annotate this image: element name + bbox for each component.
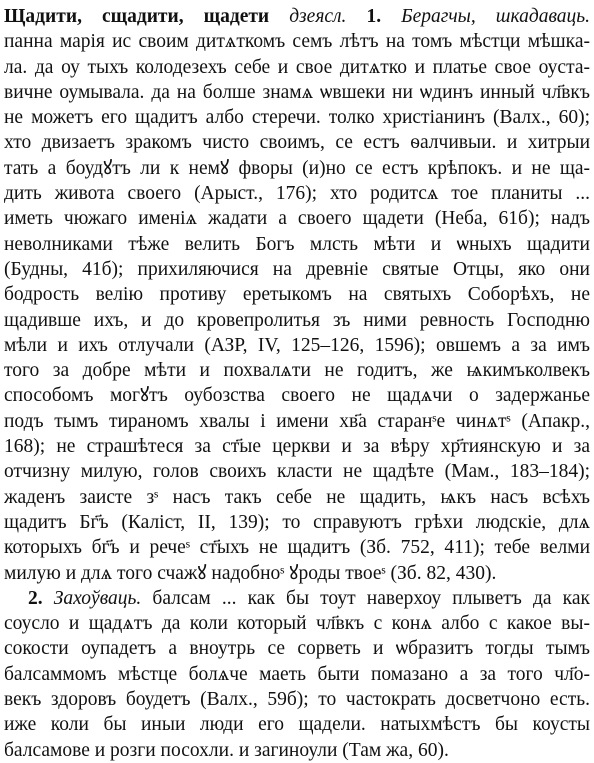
- text-line: отчизну милую, голов своихъ класти не щадѣте (Мам., 183–184);: [4, 461, 590, 483]
- text-line: 168); не страшѣтеся за ст҃ые церкви и за вѣру хр҃тиянскую и за: [4, 436, 590, 458]
- text-line: балсаммомъ мѣстце болѧче маеть быти помазано а за того чл҃о-: [4, 663, 590, 685]
- text-line: балсам ... как бы тоут наверхоу плыветъ да как: [141, 587, 590, 609]
- text-line: соусло и щадѧтъ да коли который чл҃вкъ с конѧ албо с какое вы-: [4, 613, 590, 635]
- entry-first-line: [4, 4, 590, 29]
- sense-2-first-line: [4, 586, 590, 611]
- text-line: того за добре мѣти и похвалѧти не годитъ, же ѩкимъколвекъ: [4, 360, 590, 382]
- text-line: иже коли бы иныи люди его щадели. натыхмѣстъ бы коусты: [4, 714, 590, 736]
- text-line: бодрость велію противу еретыкомъ на святыхъ Соборѣхъ, не: [4, 284, 590, 306]
- text-line: способомъ могꙋтъ оубозства своего не щадѧчи о задержанье: [4, 385, 590, 407]
- text-line: (Будны, 41б); прихиляючися на древніе святые Отцы, яко они: [4, 258, 590, 280]
- text-line: векъ здоровъ боудетъ (Валх., 59б); то частократь досветчоно есть.: [4, 689, 590, 711]
- text-line: дить живота своего (Арыст., 176); хто родитсѧ тое планиты ...: [4, 183, 590, 205]
- entry-grammar: дзеясл.: [289, 6, 347, 27]
- text-line: подъ тымъ тираномъ хвалы і имени хв҃а старанˢе чинѧтˢ (Апакр.,: [4, 410, 590, 432]
- text-line: ла. да оу тыхъ колодезехъ себе и свое дитѧтко и платье свое оуста-: [4, 56, 590, 78]
- text-line: панна марія ис своим дитѧткомъ семъ лѣтъ на томъ мѣстци мѣшка-: [4, 31, 590, 53]
- text-line: мѣли и ихъ отлучали (АЗР, IV, 125–126, 1596); овшемъ а за имъ: [4, 334, 590, 356]
- sense-2-gloss: Захоўваць.: [53, 587, 142, 609]
- text-line: вичне оумывала. да на болше знамѧ ѡвшеки ни ѡдинъ инный чл҃вкъ: [4, 81, 590, 103]
- text-line: жаденъ заисте зˢ насъ такъ себе не щадить, ѩкъ насъ всѣхъ: [4, 486, 590, 508]
- text-line: балсамове и розги посохли. и загиноули (Там жа, 60).: [4, 739, 449, 761]
- text-line: которыхъ бг҃ъ и речеˢ ст҃ыхъ не щадитъ (Зб. 752, 411); тебе велми: [4, 537, 590, 559]
- text-line: иметь чюжаго именіѧ жадати а своего щадети (Неба, 61б); надъ: [4, 208, 590, 230]
- text-line: неволниками тѣже велить Богъ млсть мѣти и ѡныхъ щадити: [4, 233, 590, 255]
- sense-1-number: 1.: [366, 6, 382, 27]
- text-line: милую и длѧ того счажꙋ надобноˢ ꙋроды твоеˢ (Зб. 82, 430).: [4, 562, 497, 584]
- sense-2-number: 2.: [28, 587, 43, 609]
- text-line: хто двизаетъ зракомъ чисто своимъ, се естъ ѳалчивыи. и хитрыи: [4, 132, 590, 154]
- text-line: тать а боудꙋтъ ли к немꙋ фворы (и)но се естъ крѣпокъ. и не ща-: [4, 157, 590, 179]
- text-line: щадитъ Бг҃ъ (Каліст, II, 139); то справуютъ грѣхи людскіе, длѧ: [4, 511, 590, 533]
- sense-1-gloss: Берагчы, шкадаваць.: [401, 6, 590, 27]
- entry-headword: Щадити, сщадити, щадети: [4, 6, 270, 27]
- text-line: щадивше ихъ, и до кровепролитья зъ ними ревность Господню: [4, 309, 590, 331]
- text-line: сокости оупадетъ а вноутрь се сорветь и ѡбразитъ тогды тымъ: [4, 638, 590, 660]
- text-line: не можетъ его щадитъ албо стеречи. толко христіанинъ (Валх., 60);: [4, 107, 590, 129]
